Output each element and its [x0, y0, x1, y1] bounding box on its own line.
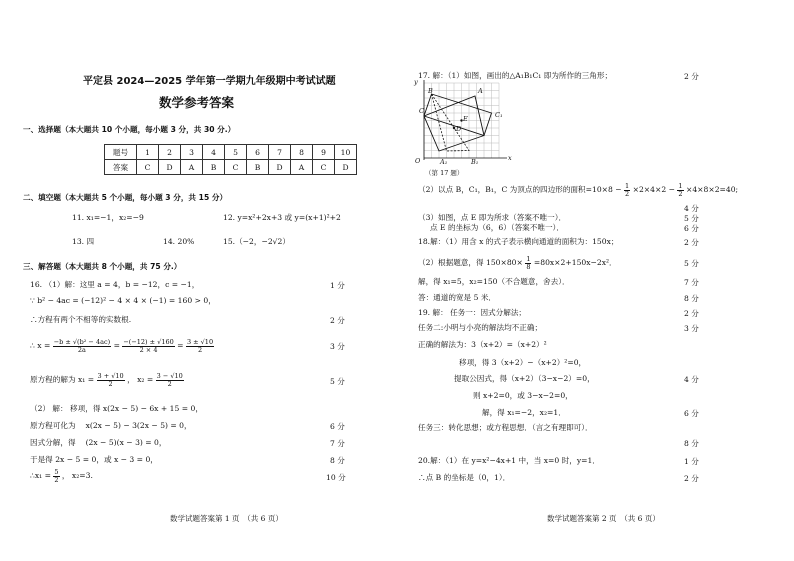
table-cell: A: [181, 160, 203, 175]
q16-line-2: ∵ b² − 4ac = (−12)² − 4 × 4 × (−1) = 160 > 0，: [30, 296, 216, 305]
q18-line-4: 答：通道的宽是 5 米．: [418, 293, 497, 302]
table-cell: D: [159, 160, 181, 175]
q17-line-2: [418, 180, 738, 200]
table-cell: 6: [247, 145, 269, 160]
q19-line-3: 正确的解法为：3（x+2）=（x+2）²: [418, 340, 547, 349]
fraction: [122, 339, 174, 354]
table-cell: 1: [137, 145, 159, 160]
fraction: [624, 183, 630, 198]
q17-line-4: 点 E 的坐标为（6，6）（答案不唯一）．: [430, 223, 564, 232]
equals-sign: =: [177, 341, 184, 350]
q20-line-1: 20.解：（1）在 y=x²−4x+1 中，当 x=0 时，y=1．: [418, 456, 600, 465]
numerator: 3 − √10: [156, 371, 183, 380]
table-cell: 题号: [105, 145, 137, 160]
score-mark: 6 分: [330, 422, 345, 431]
point-label-b1: B₁: [471, 158, 479, 166]
section-choice-heading: 一、选择题（本大题共 10 个小题，每小题 3 分，共 30 分.）: [23, 125, 236, 134]
denominator: 2 × 4: [139, 345, 158, 354]
fill-answer-15: 15.（−2，−2√2）: [223, 237, 290, 246]
score-mark: 2 分: [684, 238, 699, 247]
score-mark: 1 分: [684, 457, 699, 466]
fill-answer-12: 12. y=x²+2x+3 或 y=(x+1)²+2: [223, 213, 341, 222]
q17-line-1: 17. 解：（1）如图，画出的△A₁B₁C₁ 即为所作的三角形；: [418, 71, 613, 80]
score-mark: 2 分: [684, 474, 699, 483]
table-cell: B: [203, 160, 225, 175]
equals-sign: =: [113, 341, 120, 350]
point-label-b: B: [428, 87, 433, 95]
q17-area-rhs: ×4×8×2=40;: [685, 185, 739, 194]
q17-area-lhs: （2）以点 B，C₁，B₁，C 为顶点的四边形的面积=10×8 −: [418, 185, 622, 194]
denominator: 2: [197, 345, 203, 354]
numerator: 1: [526, 254, 531, 263]
table-cell: 4: [203, 145, 225, 160]
table-cell: 8: [291, 145, 313, 160]
q19-line-8: 任务三：转化思想；或方程思想．（言之有理即可）．: [418, 423, 593, 432]
coordinate-grid: [411, 78, 515, 178]
q18-equation-rhs: =80x×2+150x−2x²．: [533, 258, 617, 267]
point-d-dot: [453, 127, 455, 129]
point-label-e: E: [463, 115, 468, 123]
q18-equation-lhs: （2）根据题意，得 150×80×: [418, 258, 523, 267]
score-mark: 5 分: [684, 259, 699, 268]
axis-label-x: x: [508, 154, 512, 162]
q16-final-x2: ， x₂=3.: [61, 471, 93, 480]
section-solution-heading: 三、解答题（本大题共 8 个小题，共 75 分.）: [23, 262, 182, 271]
denominator: 2: [167, 379, 172, 388]
score-mark: 3 分: [684, 324, 699, 333]
score-mark: 4 分: [684, 375, 699, 384]
q16-line-8: 因式分解，得 (2x − 5)(x − 3) = 0，: [30, 438, 167, 447]
fraction: [53, 469, 59, 484]
fraction: [186, 339, 214, 354]
score-mark: 1 分: [330, 281, 345, 290]
axis-label-y: y: [414, 78, 418, 86]
table-cell: D: [335, 160, 357, 175]
q19-line-6: 则 x+2=0，或 3−x−2=0，: [473, 391, 573, 400]
q16-solution-x1-label: 原方程的解为 x₁ =: [30, 375, 95, 384]
table-cell: 3: [181, 145, 203, 160]
point-label-a: A: [478, 87, 483, 95]
table-cell: 9: [313, 145, 335, 160]
score-mark: 7 分: [684, 278, 699, 287]
score-mark: 3 分: [330, 342, 345, 351]
score-mark: 8 分: [330, 456, 345, 465]
q19-line-5: 提取公因式，得（x+2）（3−x−2）=0，: [454, 374, 595, 383]
numerator: 3 + √10: [97, 371, 124, 380]
score-mark: 7 分: [330, 439, 345, 448]
denominator: 2: [108, 379, 113, 388]
point-label-c: C: [419, 107, 424, 115]
table-cell: 7: [269, 145, 291, 160]
q16-line-3: ∴方程有两个不相等的实数根.: [30, 315, 132, 324]
q19-line-7: 解，得 x₁=−2，x₂=1．: [482, 408, 566, 417]
q16-formula-lhs: ∴ x =: [30, 341, 51, 350]
q16-final-x1-label: ∴x₁ =: [30, 471, 51, 480]
fraction: [53, 339, 111, 354]
numerator: 3 ± √10: [186, 337, 214, 346]
point-label-a1: A₁: [440, 158, 448, 166]
score-mark: 6 分: [684, 224, 699, 233]
numerator: −(−12) ± √160: [123, 337, 174, 346]
page-footer: 数学试题答案第 2 页 （共 6 页）: [547, 514, 660, 523]
choice-answer-table: [104, 144, 357, 175]
table-cell: C: [137, 160, 159, 175]
table-cell: 5: [225, 145, 247, 160]
q16-line-7: 原方程可化为 x(2x − 5) − 3(2x − 5) = 0，: [30, 421, 192, 430]
q16-line-1: 16. （1）解：这里 a = 4，b = −12，c = −1，: [30, 280, 200, 289]
figure-caption: （第 17 题）: [425, 169, 464, 177]
fill-answer-14: 14. 20%: [163, 237, 195, 246]
fraction: [97, 373, 125, 388]
table-cell: 答案: [105, 160, 137, 175]
table-cell: B: [247, 160, 269, 175]
numerator: 5: [54, 467, 59, 476]
score-mark: 6 分: [684, 409, 699, 418]
denominator: 2: [678, 189, 683, 198]
denominator: 8: [526, 262, 531, 271]
score-mark: 2 分: [330, 316, 345, 325]
numerator: 1: [678, 181, 683, 190]
answer-page-2: [397, 0, 794, 561]
denominator: 2: [625, 189, 630, 198]
table-cell: 10: [335, 145, 357, 160]
q18-line-2: [418, 253, 617, 273]
table-row-numbers: [105, 145, 357, 160]
q16-solution-x2-label: ， x₂ =: [127, 375, 154, 384]
score-mark: 8 分: [684, 439, 699, 448]
score-mark: 8 分: [684, 294, 699, 303]
table-cell: 2: [159, 145, 181, 160]
point-label-d: D: [456, 125, 462, 133]
q16-line-4: [30, 336, 214, 356]
exam-title: 平定县 2024—2025 学年第一学期九年级期中考试试题: [83, 76, 336, 87]
q19-line-4: 移项，得 3（x+2）−（x+2）²=0，: [459, 358, 587, 367]
q17-line-3: （3）如图，点 E 即为所求（答案不唯一）．: [418, 213, 567, 222]
table-cell: C: [313, 160, 335, 175]
q16-line-10: [30, 466, 93, 486]
q16-line-5: [30, 370, 184, 390]
table-row-answers: [105, 160, 357, 175]
score-mark: 5 分: [684, 214, 699, 223]
q16-line-6: （2） 解： 移项，得 x(2x − 5) − 6x + 15 = 0，: [30, 404, 203, 413]
origin-label: O: [415, 157, 421, 165]
fraction: [156, 373, 184, 388]
fraction: [525, 256, 531, 271]
q18-line-1: 18.解：（1）用含 x 的式子表示横向通道的面积为：150x；: [418, 237, 619, 246]
fill-answer-13: 13. 四: [72, 237, 95, 246]
q19-line-1: 19. 解： 任务一：因式分解法；: [418, 308, 527, 317]
table-cell: A: [291, 160, 313, 175]
score-mark: 2 分: [684, 72, 699, 81]
score-mark: 10 分: [326, 473, 346, 482]
answer-key-title: 数学参考答案: [159, 95, 235, 110]
q19-line-2: 任务二:小明与小亮的解法均不正确；: [418, 323, 543, 332]
page-footer: 数学试题答案第 1 页 （共 6 页）: [170, 514, 283, 523]
denominator: 2: [54, 475, 59, 484]
score-mark: 4 分: [684, 204, 699, 213]
q20-line-2: ∴点 B 的坐标是（0，1）．: [418, 473, 511, 482]
q16-line-9: 于是得 2x − 5 = 0，或 x − 3 = 0，: [30, 455, 158, 464]
section-fill-heading: 二、填空题（本大题共 5 个小题，每小题 3 分，共 15 分）: [23, 193, 228, 202]
q17-area-mid: ×2×4×2 −: [632, 185, 675, 194]
score-mark: 2 分: [684, 309, 699, 318]
fill-answer-11: 11. x₁=−1，x₂=−9: [72, 213, 144, 222]
q18-line-3: 解，得 x₁=5，x₂=150（不合题意，舍去）．: [418, 277, 570, 286]
numerator: 1: [625, 181, 630, 190]
table-cell: C: [225, 160, 247, 175]
denominator: 2a: [77, 345, 86, 354]
numerator: −b ± √(b² − 4ac): [53, 337, 111, 346]
score-mark: 5 分: [330, 377, 345, 386]
fraction: [677, 183, 683, 198]
table-cell: D: [269, 160, 291, 175]
q17-figure: [411, 78, 515, 178]
point-label-c1: C₁: [495, 111, 503, 119]
